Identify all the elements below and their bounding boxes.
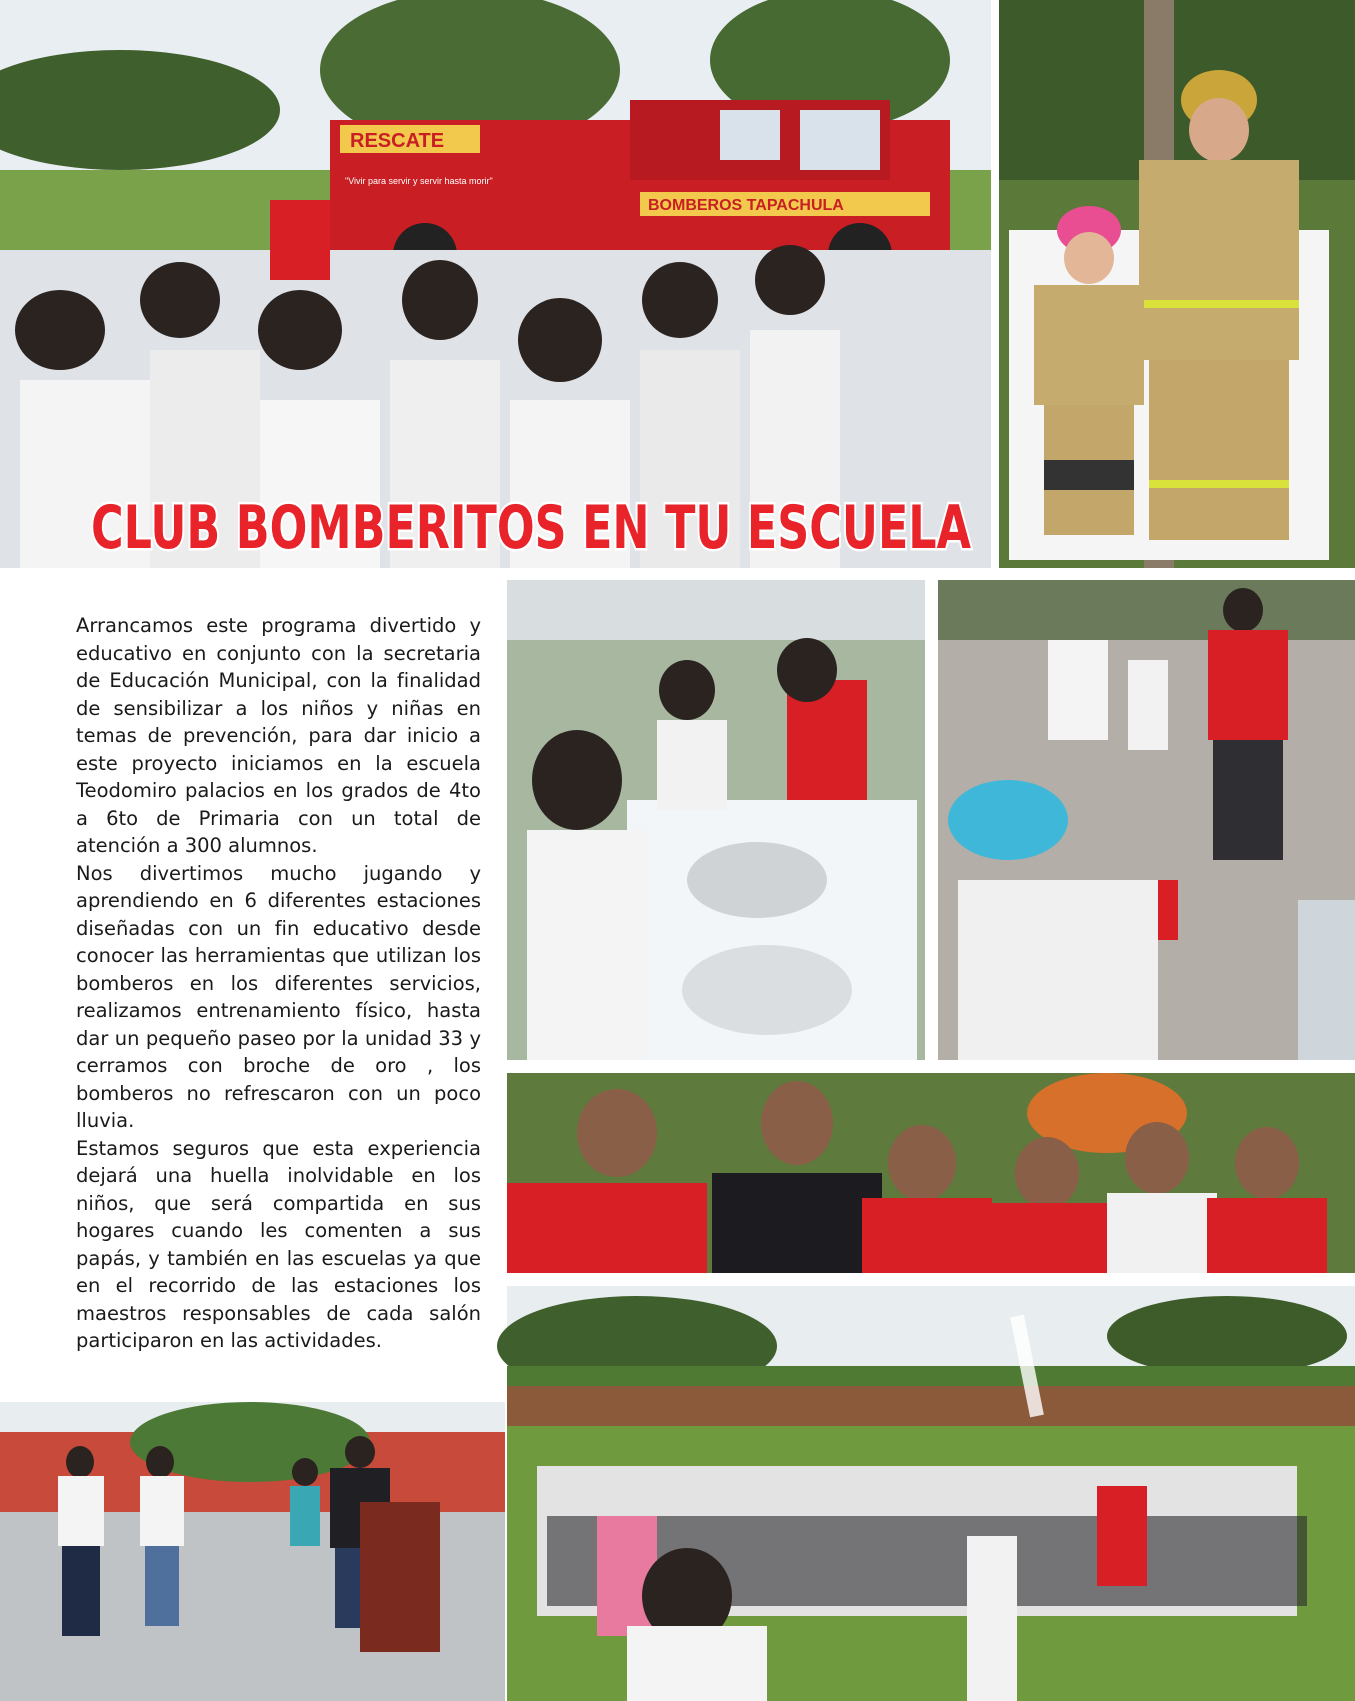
article-paragraph: Nos divertimos mucho jugando y aprendiendo en 6 diferentes estaciones diseñadas con un fin educativo desde conocer las herramientas que utilizan los bomberos en los diferentes servicios, realizamos entrenamiento físico, hasta dar un pequeño paseo por la unidad 33 y cerramos con broche de oro , los bomberos no refrescaron con un poco lluvia. — [76, 861, 481, 1132]
truck-motto-text: "Vivir para servir y servir hasta morir" — [345, 176, 493, 186]
article-body — [76, 612, 481, 1355]
headline-banner — [86, 488, 976, 562]
photo-hose-station — [507, 580, 925, 1060]
article-paragraph: Estamos seguros que esta experiencia dejará una huella inolvidable en los niños, que será compartida en sus hogares cuando les comenten a sus papás, y también en las escuelas ya que en el recorrido de las estaciones los maestros responsables de cada salón participaron en las actividades. — [76, 1136, 481, 1352]
hero-photo-fire-truck — [0, 0, 991, 568]
article-paragraph: Arrancamos este programa divertido y educativo en conjunto con la secretaria de Educación Municipal, con la finalidad de sensibilizar a los niños y niñas en temas de prevención, para dar inicio a este proyecto iniciamos en la escuela Teodomiro palacios en los grados de 4to a 6to de Primaria con un total de atención a 300 alumnos. — [76, 614, 481, 857]
photo-ceremony-podium — [0, 1402, 505, 1701]
truck-sign-text: RESCATE — [350, 130, 445, 152]
truck-label-text: BOMBEROS TAPACHULA — [648, 197, 844, 214]
photo-firefighter-cutouts — [999, 0, 1355, 568]
photo-extinguisher-demo — [938, 580, 1355, 1060]
photo-water-hose-field — [507, 1286, 1355, 1701]
photo-firefighter-team — [507, 1073, 1355, 1273]
headline-title: CLUB BOMBERITOS EN TU ESCUELA — [91, 493, 972, 563]
